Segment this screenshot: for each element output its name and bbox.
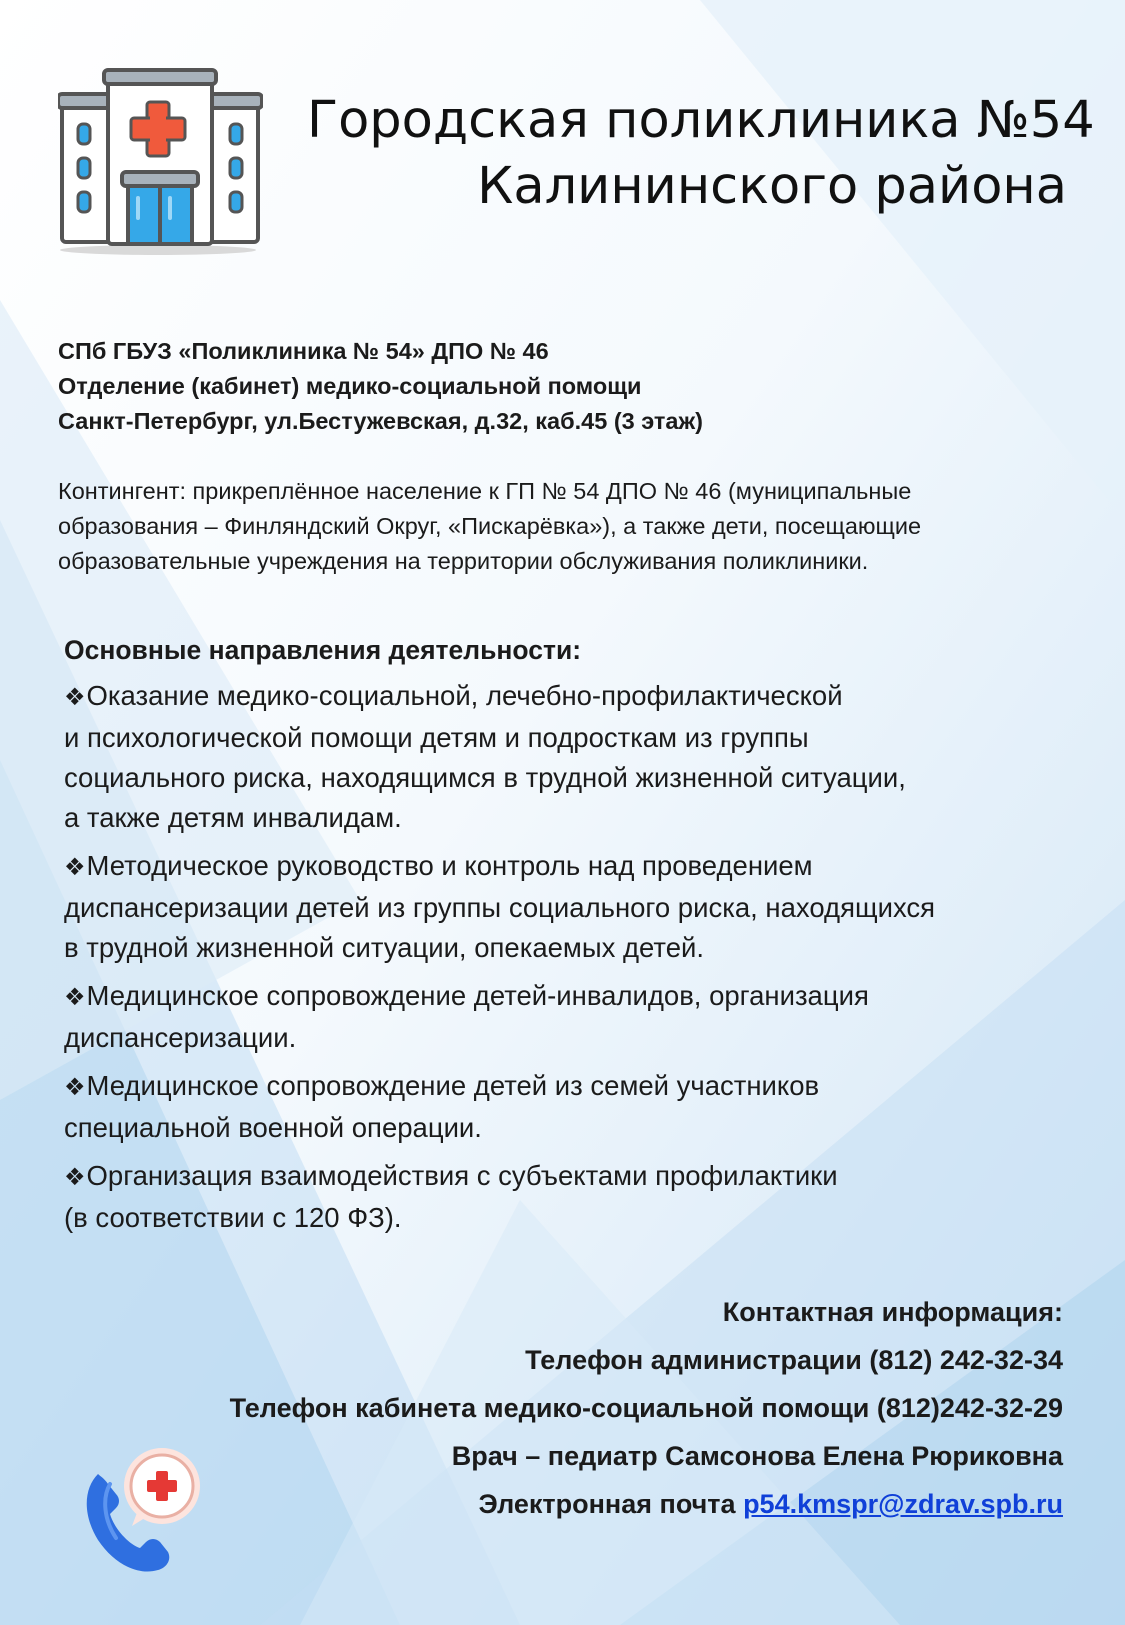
title-line: Городская поликлиника №54 — [307, 91, 1095, 150]
activity-line: в трудной жизненной ситуации, опекаемых детей. — [64, 932, 704, 963]
diamond-bullet-icon: ❖ — [64, 984, 86, 1011]
title-line: Калининского района — [477, 157, 1067, 216]
diamond-bullet-icon: ❖ — [64, 1074, 86, 1101]
activity-line: и психологической помощи детям и подросткам из группы — [64, 722, 809, 753]
page-title — [307, 88, 1095, 220]
address: Санкт-Петербург, ул.Бестужевская, д.32, каб.45 (3 этаж) — [58, 408, 703, 434]
contacts-block — [63, 1288, 1063, 1528]
activity-line: (в соответствии с 120 ФЗ). — [64, 1202, 402, 1233]
email-link[interactable]: p54.kmspr@zdrav.spb.ru — [743, 1489, 1063, 1519]
hospital-building-icon — [58, 68, 263, 258]
contacts-title: Контактная информация: — [722, 1297, 1063, 1327]
activity-item — [64, 846, 1074, 968]
activity-line: Оказание медико-социальной, лечебно-профилактической — [86, 680, 843, 711]
contingent-block — [58, 474, 1078, 579]
medical-phone-call-icon — [76, 1444, 206, 1579]
doctor-name: Врач – педиатр Самсонова Елена Рюриковна — [451, 1441, 1063, 1471]
office-phone: Телефон кабинета медико-социальной помощи (812)242-32-29 — [229, 1393, 1063, 1423]
contingent-line: образования – Финляндский Округ, «Пискарёвка»), а также дети, посещающие — [58, 513, 922, 539]
activity-line: диспансеризации. — [64, 1022, 297, 1053]
activity-line: Организация взаимодействия с субъектами профилактики — [86, 1160, 838, 1191]
activities-section — [64, 632, 1074, 1246]
contingent-line: образовательные учреждения на территории обслуживания поликлиники. — [58, 548, 869, 574]
diamond-bullet-icon: ❖ — [64, 684, 86, 711]
organization-name: СПб ГБУЗ «Поликлиника № 54» ДПО № 46 — [58, 338, 549, 364]
organization-block — [58, 334, 1058, 439]
activity-line: диспансеризации детей из группы социального риска, находящихся — [64, 892, 936, 923]
email-label: Электронная почта — [478, 1489, 744, 1519]
activity-line: Медицинское сопровождение детей из семей участников — [86, 1070, 820, 1101]
activity-item — [64, 976, 1074, 1058]
email-row — [63, 1480, 1063, 1528]
activity-item — [64, 676, 1074, 838]
contingent-line: Контингент: прикреплённое население к ГП № 54 ДПО № 46 (муниципальные — [58, 478, 912, 504]
activities-title: Основные направления деятельности: — [64, 635, 582, 665]
activity-line: Медицинское сопровождение детей-инвалидов, организация — [86, 980, 869, 1011]
diamond-bullet-icon: ❖ — [64, 1164, 86, 1191]
activity-line: Методическое руководство и контроль над проведением — [86, 850, 813, 881]
activity-line: специальной военной операции. — [64, 1112, 482, 1143]
activity-item — [64, 1066, 1074, 1148]
department-name: Отделение (кабинет) медико-социальной помощи — [58, 373, 642, 399]
activity-line: а также детям инвалидам. — [64, 802, 402, 833]
diamond-bullet-icon: ❖ — [64, 854, 86, 881]
activity-line: социального риска, находящимся в трудной жизненной ситуации, — [64, 762, 906, 793]
admin-phone: Телефон администрации (812) 242-32-34 — [525, 1345, 1063, 1375]
activity-item — [64, 1156, 1074, 1238]
